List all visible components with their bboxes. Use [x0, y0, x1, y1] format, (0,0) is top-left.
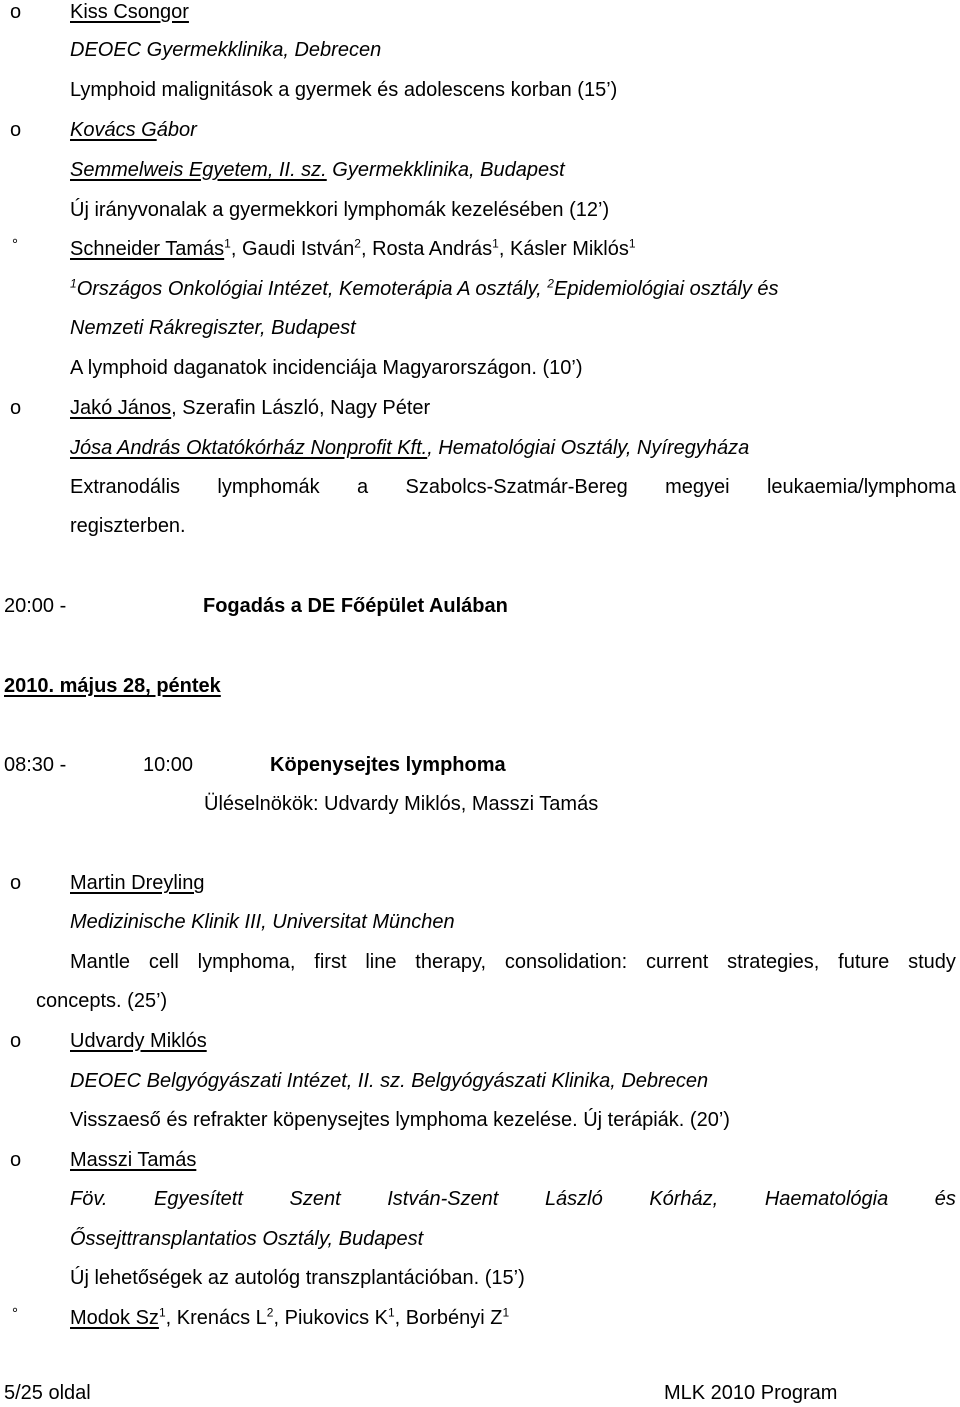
talk-title: A lymphoid daganatok incidenciája Magyarországon. (10’) [70, 357, 583, 379]
bullet-marker: o [10, 872, 22, 894]
session-title: Köpenysejtes lymphoma [270, 754, 506, 776]
talk-title-end: regiszterben. [70, 515, 186, 537]
talk-title: Új lehetőségek az autológ transzplantációban. (15’) [70, 1267, 525, 1289]
speaker-name: Udvardy Miklós [70, 1030, 207, 1052]
reception-title: Fogadás a DE Főépület Aulában [203, 595, 508, 617]
bullet-marker: o [10, 397, 22, 419]
session-chairs: Üléselnökök: Udvardy Miklós, Masszi Tamás [204, 793, 599, 815]
bullet-marker: o [10, 1030, 22, 1052]
page-number: 5/25 oldal [4, 1382, 91, 1404]
bullet-marker: ° [12, 236, 18, 253]
speaker-institution: Medizinische Klinik III, Universitat München [70, 911, 455, 933]
bullet-marker: o [10, 1, 22, 23]
talk-title-justified: Extranodális lymphomák a Szabolcs-Szatmár-Bereg megyei leukaemia/lymphoma [70, 476, 956, 498]
session-end-time: 10:00 [143, 754, 194, 776]
speaker-institution: DEOEC Belgyógyászati Intézet, II. sz. Belgyógyászati Klinika, Debrecen [70, 1070, 709, 1092]
speaker-institution: $^1$Országos Onkológiai Intézet, Kemoterápia A osztály, $^2$Epidemiológiai osztály és [70, 276, 779, 300]
reception-time: 20:00 - [4, 595, 67, 617]
talk-title-end: concepts. (25’) [36, 990, 168, 1012]
speaker-institution: Jósa András Oktatókórház Nonprofit Kft., Hematológiai Osztály, Nyíregyháza [70, 437, 750, 459]
speaker-name: Masszi Tamás [70, 1149, 197, 1171]
bullet-marker: ° [12, 1305, 18, 1322]
speaker-institution-cont: Őssejttransplantatios Osztály, Budapest [70, 1228, 424, 1250]
day-heading: 2010. május 28, péntek [4, 675, 221, 697]
speaker-name: Kovács Gábor [70, 119, 197, 141]
speaker-names: Jakó János, Szerafin László, Nagy Péter [70, 397, 431, 419]
speaker-institution-cont: Nemzeti Rákregiszter, Budapest [70, 317, 356, 339]
session-start-time: 08:30 - [4, 754, 67, 776]
talk-title: Új irányvonalak a gyermekkori lymphomák kezelésében (12’) [70, 199, 610, 221]
speaker-name: Martin Dreyling [70, 872, 205, 894]
talk-title-justified: Mantle cell lymphoma, first line therapy, consolidation: current strategies, future study [70, 951, 956, 973]
talk-title: Lymphoid malignitások a gyermek és adolescens korban (15’) [70, 79, 618, 101]
bullet-marker: o [10, 119, 22, 141]
talk-title: Visszaeső és refrakter köpenysejtes lymphoma kezelése. Új terápiák. (20’) [70, 1109, 730, 1131]
speaker-names: Schneider Tamás$^1$, Gaudi István$^2$, Rosta András$^1$, Kásler Miklós$^1$ [70, 236, 636, 260]
speaker-institution: Semmelweis Egyetem, II. sz. Gyermekklinika, Budapest [70, 159, 565, 181]
speaker-institution: DEOEC Gyermekklinika, Debrecen [70, 39, 382, 61]
speaker-institution-justified: Föv. Egyesített Szent István-Szent László Kórház, Haematológia és [70, 1188, 956, 1210]
speaker-names: Modok Sz$^1$, Krenács $L^2$, Piukovics $K^1$, Borbényi $Z^1$ [70, 1305, 510, 1329]
speaker-name: Kiss Csongor [70, 1, 189, 23]
footer-program-title: MLK 2010 Program [664, 1382, 838, 1404]
bullet-marker: o [10, 1149, 22, 1171]
